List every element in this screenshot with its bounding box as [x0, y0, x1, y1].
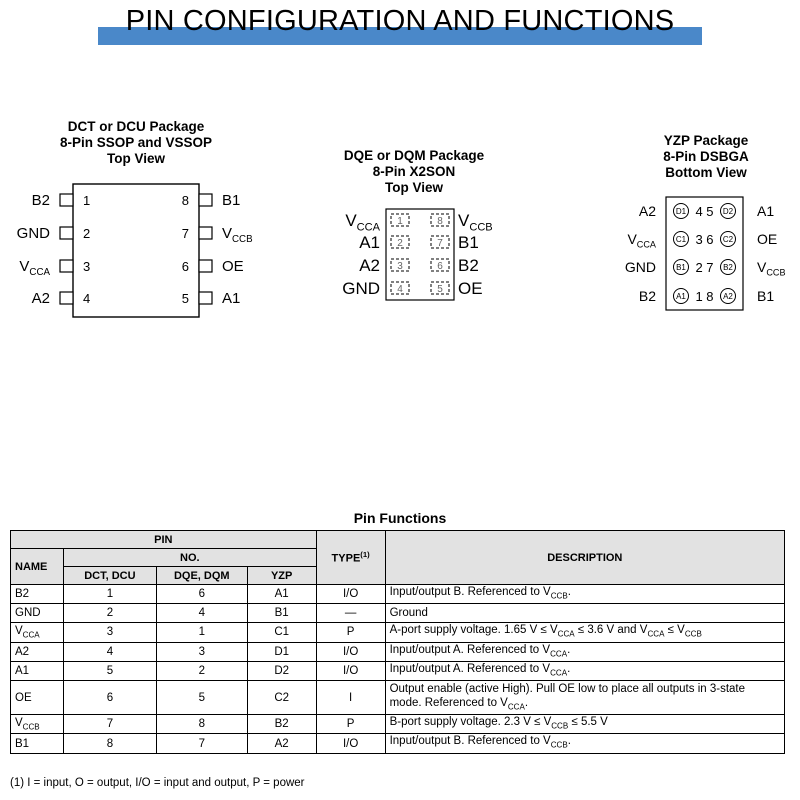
dct-pin-label: GND: [16, 225, 50, 242]
dqe-package-body: [386, 209, 454, 300]
dqe-pin-label: $V_{CCB}$: [458, 211, 493, 234]
dct-pin-pad: [60, 227, 73, 239]
dct-pin-pad: [60, 260, 73, 272]
cell-type: I/O: [316, 661, 385, 680]
cell-description: Input/output A. Referenced to $V_{CCA}$.: [385, 661, 784, 680]
cell-name: $V_{CCB}$: [11, 715, 64, 734]
yzp-pin-label: $V_{CCB}$: [757, 259, 786, 278]
dqe-pin-number: 3: [397, 261, 403, 272]
cell-dqe: 7: [156, 734, 247, 753]
cell-name: OE: [11, 681, 64, 715]
cell-yzp: B2: [247, 715, 316, 734]
dqe-pin-label: A1: [359, 233, 380, 252]
header-description: DESCRIPTION: [385, 531, 784, 585]
cell-dct: 4: [63, 642, 156, 661]
dqe-pin-number: 6: [437, 261, 443, 272]
dqe-pin-label: $V_{CCA}$: [345, 211, 380, 234]
yzp-pin-label: A2: [638, 203, 656, 219]
dqe-pin-label: OE: [458, 279, 483, 298]
dct-pin-number: 1: [83, 193, 91, 208]
yzp-ball-label: C2: [722, 235, 734, 244]
yzp-ball-label: A1: [676, 292, 686, 301]
cell-name: B2: [11, 585, 64, 604]
dqe-title-line-2: 8-Pin X2SON: [372, 164, 456, 179]
dct-pin-number: 4: [83, 291, 91, 306]
dct-title-line-3: Top View: [106, 151, 165, 166]
cell-dct: 3: [63, 623, 156, 642]
cell-yzp: C1: [247, 623, 316, 642]
yzp-ball-label: D1: [675, 207, 687, 216]
dct-pin-label: B1: [222, 192, 241, 209]
yzp-title-line-3: Bottom View: [665, 165, 747, 180]
header-pin: PIN: [11, 531, 317, 549]
footnote: (1) I = input, O = output, I/O = input and output, P = power: [10, 777, 305, 789]
yzp-pin-numbers: 3 6: [695, 232, 714, 247]
cell-yzp: D2: [247, 661, 316, 680]
dqe-pin-number: 5: [437, 284, 443, 295]
dct-pin-number: 3: [83, 259, 91, 274]
dct-pin-pad: [199, 194, 212, 206]
cell-dct: 2: [63, 604, 156, 623]
cell-dqe: 5: [156, 681, 247, 715]
yzp-pin-label: A1: [757, 203, 775, 219]
cell-type: I/O: [316, 585, 385, 604]
cell-name: A1: [11, 661, 64, 680]
cell-dqe: 4: [156, 604, 247, 623]
dqe-title-line-3: Top View: [384, 180, 443, 195]
yzp-pin-label: B2: [638, 288, 656, 304]
dqe-pin-number: 7: [437, 238, 443, 249]
cell-name: $V_{CCA}$: [11, 623, 64, 642]
dct-pin-label: A1: [222, 290, 241, 307]
yzp-pin-label: B1: [757, 288, 775, 304]
table-row: [11, 661, 785, 680]
header-dqe: DQE, DQM: [156, 567, 247, 585]
dct-pin-pad: [60, 292, 73, 304]
header-name: NAME: [11, 549, 64, 585]
yzp-ball-label: D2: [722, 207, 734, 216]
yzp-pin-numbers: 1 8: [695, 289, 714, 304]
yzp-ball-label: B2: [723, 263, 733, 272]
cell-yzp: C2: [247, 681, 316, 715]
yzp-ball-label: A2: [723, 292, 733, 301]
cell-description: Ground: [385, 604, 784, 623]
cell-dct: 5: [63, 661, 156, 680]
cell-type: —: [316, 604, 385, 623]
cell-description: Input/output B. Referenced to $V_{CCB}$.: [385, 734, 784, 753]
dct-pin-number: 7: [181, 226, 189, 241]
cell-dct: 8: [63, 734, 156, 753]
dqe-pin-number: 2: [397, 238, 403, 249]
dct-pin-number: 8: [181, 193, 189, 208]
cell-dct: 1: [63, 585, 156, 604]
dct-pin-label: B2: [31, 192, 50, 209]
cell-dqe: 3: [156, 642, 247, 661]
dqe-pin-number: 4: [397, 284, 403, 295]
yzp-title-line-2: 8-Pin DSBGA: [663, 149, 749, 164]
yzp-ball-label: B1: [676, 263, 686, 272]
dct-pin-number: 5: [181, 291, 189, 306]
cell-yzp: A2: [247, 734, 316, 753]
dqe-pin-number: 8: [437, 216, 443, 227]
table-row: [11, 585, 785, 604]
yzp-pin-label: GND: [624, 259, 656, 275]
cell-dct: 6: [63, 681, 156, 715]
dqe-pin-label: A2: [359, 256, 380, 275]
dqe-pin-label: GND: [342, 279, 380, 298]
dct-title-line-1: DCT or DCU Package: [67, 119, 205, 134]
dct-pin-label: $V_{CCB}$: [222, 225, 253, 245]
header-yzp: YZP: [247, 567, 316, 585]
cell-description: Input/output A. Referenced to $V_{CCA}$.: [385, 642, 784, 661]
cell-yzp: A1: [247, 585, 316, 604]
dct-pin-number: 6: [181, 259, 189, 274]
dct-pin-label: A2: [31, 290, 50, 307]
cell-name: A2: [11, 642, 64, 661]
dqe-pin-number: 1: [397, 216, 403, 227]
cell-yzp: B1: [247, 604, 316, 623]
header-no: NO.: [63, 549, 316, 567]
cell-description: Input/output B. Referenced to $V_{CCB}$.: [385, 585, 784, 604]
cell-type: I/O: [316, 642, 385, 661]
table-row: [11, 642, 785, 661]
cell-dct: 7: [63, 715, 156, 734]
dct-pin-number: 2: [83, 226, 91, 241]
pin-functions-title: Pin Functions: [353, 510, 447, 526]
table-row: [11, 623, 785, 642]
yzp-ball-label: C1: [675, 235, 687, 244]
dct-pin-pad: [199, 260, 212, 272]
cell-dqe: 6: [156, 585, 247, 604]
cell-name: GND: [11, 604, 64, 623]
yzp-pin-label: $V_{CCA}$: [627, 231, 656, 250]
cell-dqe: 1: [156, 623, 247, 642]
dqe-pin-label: B2: [458, 256, 479, 275]
yzp-pin-numbers: 2 7: [695, 260, 714, 275]
yzp-title-line-1: YZP Package: [663, 133, 749, 148]
dct-pin-pad: [199, 292, 212, 304]
dct-pin-label: OE: [222, 258, 244, 275]
table-row: [11, 681, 785, 715]
package-diagrams: [0, 0, 800, 340]
table-row: [11, 715, 785, 734]
yzp-pin-label: OE: [757, 231, 778, 247]
cell-type: P: [316, 715, 385, 734]
page-title: PIN CONFIGURATION AND FUNCTIONS: [125, 5, 675, 37]
dct-pin-pad: [199, 227, 212, 239]
dct-pin-pad: [60, 194, 73, 206]
cell-description: Output enable (active High). Pull OE low to place all outputs in 3-state mode. Referenced to $V_{CCA}$.: [385, 681, 784, 715]
yzp-pin-numbers: 4 5: [695, 204, 714, 219]
dct-package-body: [73, 184, 199, 317]
dct-title-line-2: 8-Pin SSOP and VSSOP: [59, 135, 213, 150]
table-row: [11, 734, 785, 753]
dqe-pin-label: B1: [458, 233, 479, 252]
header-dct: DCT, DCU: [63, 567, 156, 585]
cell-name: B1: [11, 734, 64, 753]
cell-description: A-port supply voltage. 1.65 $V \le V_{CCA} \le 3.6$ V and $V_{CCA} \le V_{CCB}$: [385, 623, 784, 642]
cell-type: I: [316, 681, 385, 715]
cell-dqe: 2: [156, 661, 247, 680]
cell-type: P: [316, 623, 385, 642]
table-row: [11, 604, 785, 623]
cell-type: I/O: [316, 734, 385, 753]
pin-functions-table: [10, 530, 785, 754]
cell-dqe: 8: [156, 715, 247, 734]
header-type: TYPE$^{(1)}$: [316, 531, 385, 585]
cell-yzp: D1: [247, 642, 316, 661]
cell-description: B-port supply voltage. 2.3 $V \le V_{CCB} \le 5.5$ V: [385, 715, 784, 734]
dqe-title-line-1: DQE or DQM Package: [343, 148, 485, 163]
dct-pin-label: $V_{CCA}$: [19, 258, 50, 278]
